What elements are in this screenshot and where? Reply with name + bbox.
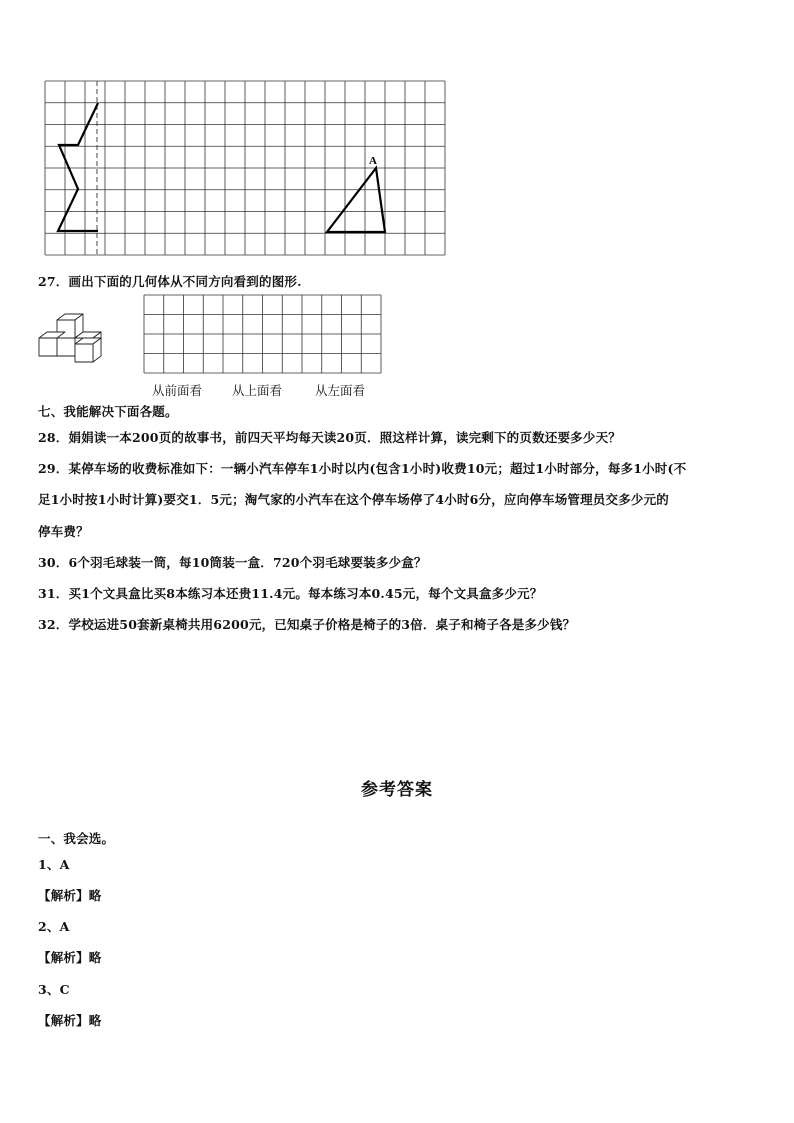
answer-item-1: 1、A	[38, 857, 70, 872]
answers-title: 参考答案	[361, 780, 433, 800]
question-31: 31．买1个文具盒比买8本练习本还贵11.4元。每本练习本0.45元，每个文具盒多少元？	[38, 586, 543, 601]
view-caption-left: 从左面看	[315, 383, 366, 398]
question-27: 27．画出下面的几何体从不同方向看到的图形.	[38, 274, 302, 289]
answer-analysis-1: 【解析】略	[38, 888, 102, 903]
point-label-a: A	[369, 155, 377, 167]
triangle-a	[327, 168, 385, 232]
view-caption-front: 从前面看	[152, 383, 203, 398]
question-29-line-3: 停车费？	[38, 524, 89, 539]
question-28: 28．娟娟读一本200页的故事书，前四天平均每天读20页．照这样计算，读完剩下的页数还要多少天？	[38, 430, 621, 445]
question-29-line-1: 29．某停车场的收费标准如下：一辆小汽车停车1小时以内(包含1小时)收费10元；超过1小时部分，每多1小时(不	[38, 461, 687, 476]
view-caption-top: 从上面看	[232, 383, 283, 398]
question-32: 32．学校运进50套新桌椅共用6200元，已知桌子价格是椅子的3倍．桌子和椅子各是多少钱？	[38, 617, 576, 632]
section-7-heading: 七、我能解决下面各题。	[38, 404, 178, 419]
question-29-line-2: 足1小时按1小时计算)要交1．5元；淘气家的小汽车在这个停车场停了4小时6分，应向停车场管理员交多少元的	[38, 492, 670, 507]
answer-analysis-3: 【解析】略	[38, 1013, 102, 1028]
answers-section-1: 一、我会选。	[38, 831, 115, 846]
question-30: 30．6个羽毛球装一筒，每10筒装一盒．720个羽毛球要装多少盒？	[38, 555, 427, 570]
answer-analysis-2: 【解析】略	[38, 950, 102, 965]
answer-item-2: 2、A	[38, 919, 70, 934]
view-answer-grid	[144, 295, 381, 373]
answer-item-3: 3、C	[38, 982, 70, 997]
cube-stack-drawing	[37, 312, 109, 364]
symmetry-grid-figure	[45, 81, 445, 255]
view-grid-lines	[144, 295, 381, 373]
